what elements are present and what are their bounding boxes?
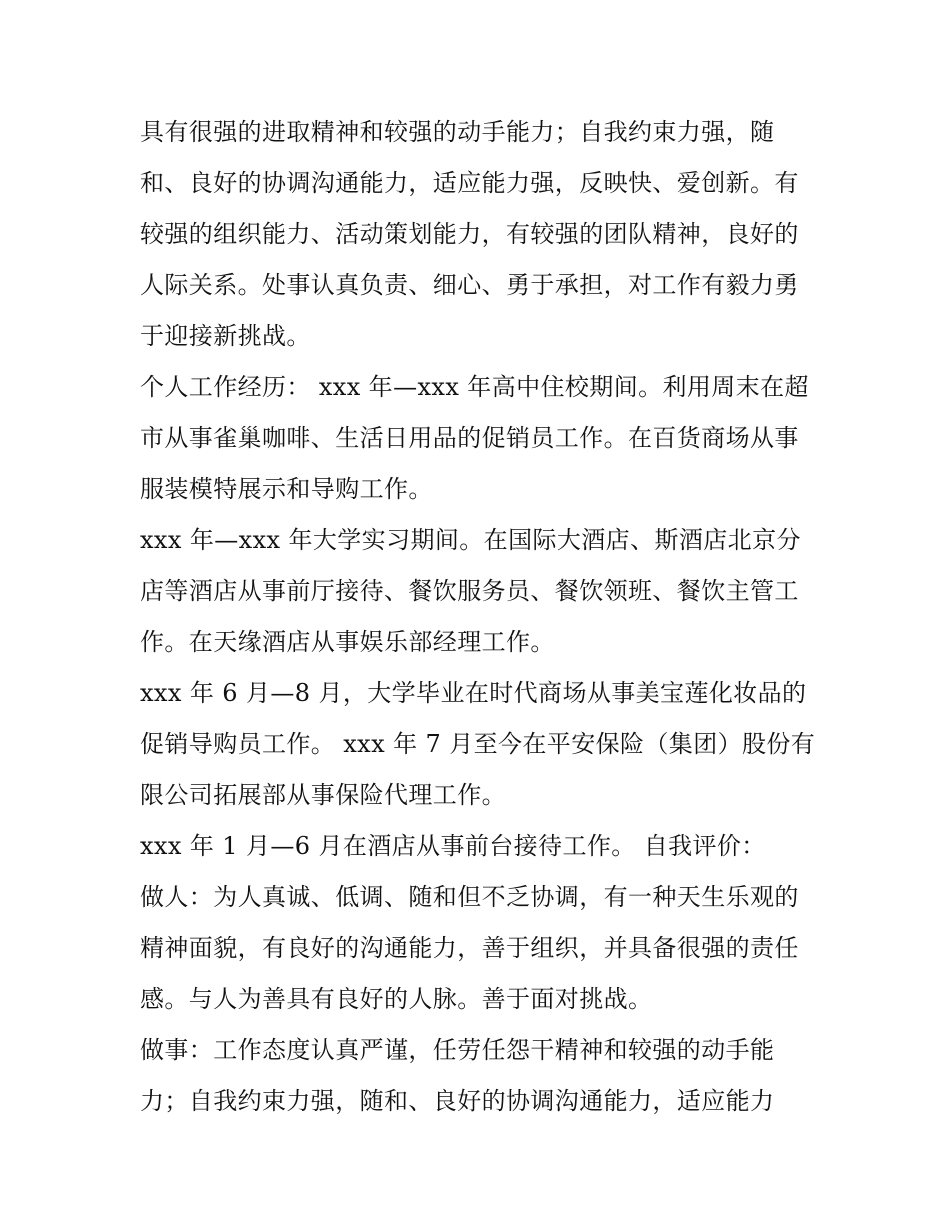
text-line: 市从事雀巢咖啡、生活日用品的促销员工作。在百货商场从事 bbox=[140, 424, 799, 452]
text-line: 限公司拓展部从事保险代理工作。 bbox=[140, 781, 506, 809]
text-line: 力；自我约束力强，随和、良好的协调沟通能力，适应能力 bbox=[140, 1087, 775, 1115]
text-line: 作。在天缘酒店从事娱乐部经理工作。 bbox=[140, 628, 555, 656]
text-line: 和、良好的协调沟通能力，适应能力强，反映快、爱创新。有 bbox=[140, 169, 799, 197]
text-line: xxx 年—xxx 年大学实习期间。在国际大酒店、斯酒店北京分 bbox=[140, 526, 801, 554]
text-line: xxx 年 6 月—8 月，大学毕业在时代商场从事美宝莲化妆品的 bbox=[140, 679, 807, 707]
text-line: 较强的组织能力、活动策划能力，有较强的团队精神，良好的 bbox=[140, 220, 799, 248]
text-line: xxx 年 1 月—6 月在酒店从事前台接待工作。 自我评价： bbox=[140, 832, 766, 860]
text-line: 具有很强的进取精神和较强的动手能力；自我约束力强，随 bbox=[140, 118, 775, 146]
text-line: 服装模特展示和导购工作。 bbox=[140, 475, 433, 503]
text-line: 感。与人为善具有良好的人脉。善于面对挑战。 bbox=[140, 985, 653, 1013]
text-line: 人际关系。处事认真负责、细心、勇于承担，对工作有毅力勇 bbox=[140, 271, 799, 299]
text-line: 精神面貌，有良好的沟通能力，善于组织，并具备很强的责任 bbox=[140, 934, 799, 962]
text-line: 于迎接新挑战。 bbox=[140, 322, 311, 350]
document-body bbox=[140, 107, 820, 1127]
text-line: 个人工作经历： xxx 年—xxx 年高中住校期间。利用周末在超 bbox=[140, 373, 809, 401]
text-line: 促销导购员工作。 xxx 年 7 月至今在平安保险（集团）股份有 bbox=[140, 730, 816, 758]
text-line: 做人：为人真诚、低调、随和但不乏协调，有一种天生乐观的 bbox=[140, 883, 799, 911]
text-line: 做事：工作态度认真严谨，任劳任怨干精神和较强的动手能 bbox=[140, 1036, 775, 1064]
text-line: 店等酒店从事前厅接待、餐饮服务员、餐饮领班、餐饮主管工 bbox=[140, 577, 799, 605]
